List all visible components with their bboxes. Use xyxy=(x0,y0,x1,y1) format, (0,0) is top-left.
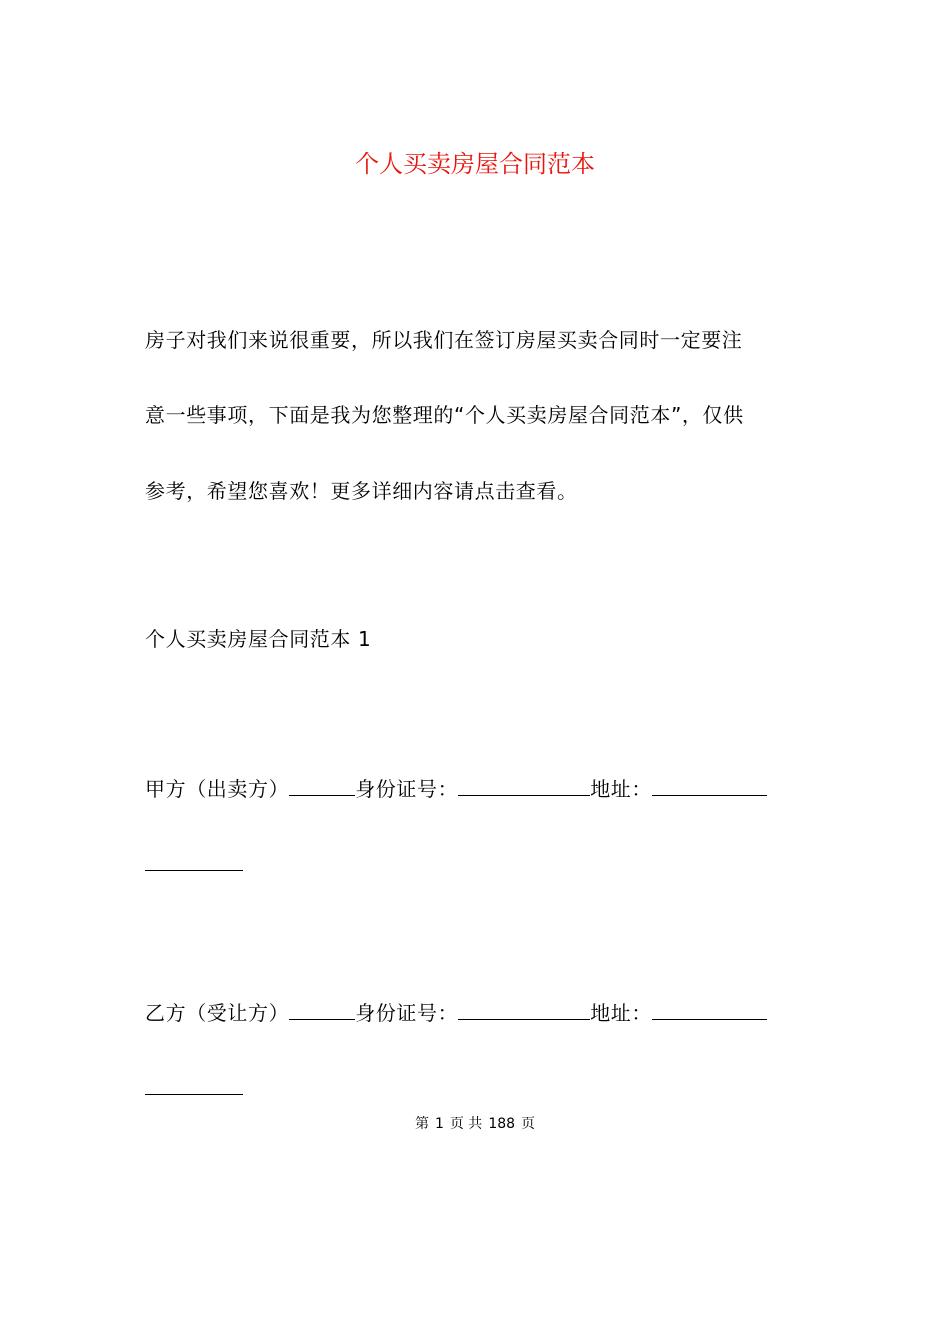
footer-suffix: 页 xyxy=(521,1116,536,1132)
intro-line-2: 意一些事项，下面是我为您整理的“个人买卖房屋合同范本”，仅供 xyxy=(145,403,744,427)
party-a-address-label: 地址： xyxy=(590,777,653,801)
party-a-address-blank xyxy=(652,773,767,796)
party-b-name-blank xyxy=(289,997,355,1020)
footer-middle: 页 共 xyxy=(449,1116,483,1132)
section-heading: 个人买卖房屋合同范本 1 xyxy=(145,627,372,651)
party-b-id-label: 身份证号： xyxy=(355,1001,459,1025)
party-b-id-blank xyxy=(458,997,590,1020)
party-b-address-continuation xyxy=(145,1072,810,1103)
party-a-name-blank xyxy=(289,773,355,796)
party-a-line xyxy=(145,773,810,804)
page-footer xyxy=(0,1114,950,1134)
intro-line-3: 参考，希望您喜欢！更多详细内容请点击查看。 xyxy=(145,479,578,503)
party-a-label: 甲方（出卖方） xyxy=(145,777,290,801)
party-a-id-label: 身份证号： xyxy=(355,777,459,801)
party-b-address-blank-cont xyxy=(145,1072,243,1095)
footer-page-number: 1 xyxy=(434,1116,444,1132)
party-a-id-blank xyxy=(458,773,590,796)
intro-line-1: 房子对我们来说很重要，所以我们在签订房屋买卖合同时一定要注 xyxy=(145,328,743,352)
footer-prefix: 第 xyxy=(414,1116,429,1132)
party-b-label: 乙方（受让方） xyxy=(145,1001,290,1025)
document-title: 个人买卖房屋合同范本 xyxy=(355,150,595,179)
party-a-address-blank-cont xyxy=(145,848,243,871)
footer-total-pages: 188 xyxy=(488,1116,516,1132)
party-b-address-blank xyxy=(652,997,767,1020)
party-b-address-label: 地址： xyxy=(590,1001,653,1025)
party-a-address-continuation xyxy=(145,848,810,879)
party-b-line xyxy=(145,997,810,1028)
